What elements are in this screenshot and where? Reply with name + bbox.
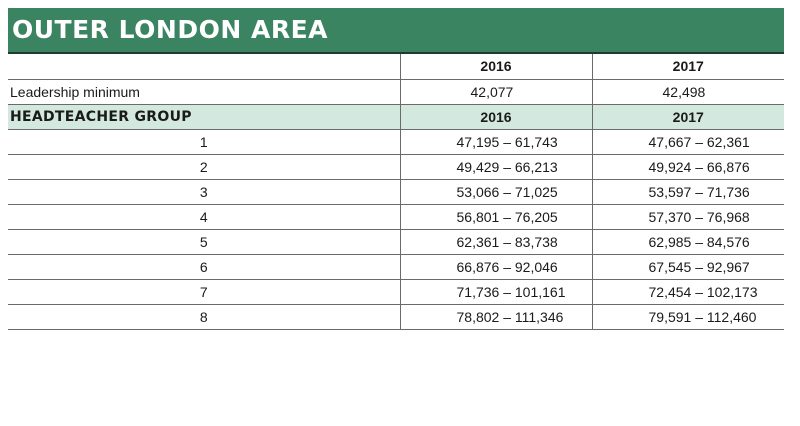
leadership-row — [8, 79, 784, 104]
page-title: OUTER LONDON AREA — [12, 15, 329, 44]
leadership-2017: 42,498 — [592, 79, 784, 104]
range-2017: 57,370 – 76,968 — [592, 204, 784, 229]
range-2017: 79,591 – 112,460 — [592, 304, 784, 329]
leadership-label: Leadership minimum — [8, 79, 400, 104]
range-2016: 78,802 – 111,346 — [400, 304, 592, 329]
salary-table — [8, 54, 784, 330]
header-2017: 2017 — [592, 54, 784, 79]
year-header-row — [8, 54, 784, 79]
group-header-label: HEADTEACHER GROUP — [8, 104, 400, 129]
range-2016: 66,876 – 92,046 — [400, 254, 592, 279]
range-2016: 71,736 – 101,161 — [400, 279, 592, 304]
table-row — [8, 279, 784, 304]
group-number: 8 — [8, 304, 400, 329]
range-2016: 56,801 – 76,205 — [400, 204, 592, 229]
range-2016: 49,429 – 66,213 — [400, 154, 592, 179]
header-2016: 2016 — [400, 54, 592, 79]
range-2017: 47,667 – 62,361 — [592, 129, 784, 154]
group-number: 7 — [8, 279, 400, 304]
table-row — [8, 129, 784, 154]
table-row — [8, 304, 784, 329]
group-number: 5 — [8, 229, 400, 254]
group-header-2016: 2016 — [400, 104, 592, 129]
group-number: 2 — [8, 154, 400, 179]
group-header-2017: 2017 — [592, 104, 784, 129]
range-2016: 62,361 – 83,738 — [400, 229, 592, 254]
group-number: 6 — [8, 254, 400, 279]
group-number: 4 — [8, 204, 400, 229]
table-row — [8, 179, 784, 204]
group-header-row — [8, 104, 784, 129]
range-2016: 53,066 – 71,025 — [400, 179, 592, 204]
group-number: 3 — [8, 179, 400, 204]
leadership-2016: 42,077 — [400, 79, 592, 104]
range-2017: 53,597 – 71,736 — [592, 179, 784, 204]
range-2017: 49,924 – 66,876 — [592, 154, 784, 179]
table-row — [8, 229, 784, 254]
group-number: 1 — [8, 129, 400, 154]
table-row — [8, 254, 784, 279]
range-2016: 47,195 – 61,743 — [400, 129, 592, 154]
range-2017: 67,545 – 92,967 — [592, 254, 784, 279]
title-banner — [8, 8, 784, 54]
range-2017: 62,985 – 84,576 — [592, 229, 784, 254]
table-row — [8, 154, 784, 179]
empty-header-cell — [8, 54, 400, 79]
range-2017: 72,454 – 102,173 — [592, 279, 784, 304]
table-row — [8, 204, 784, 229]
